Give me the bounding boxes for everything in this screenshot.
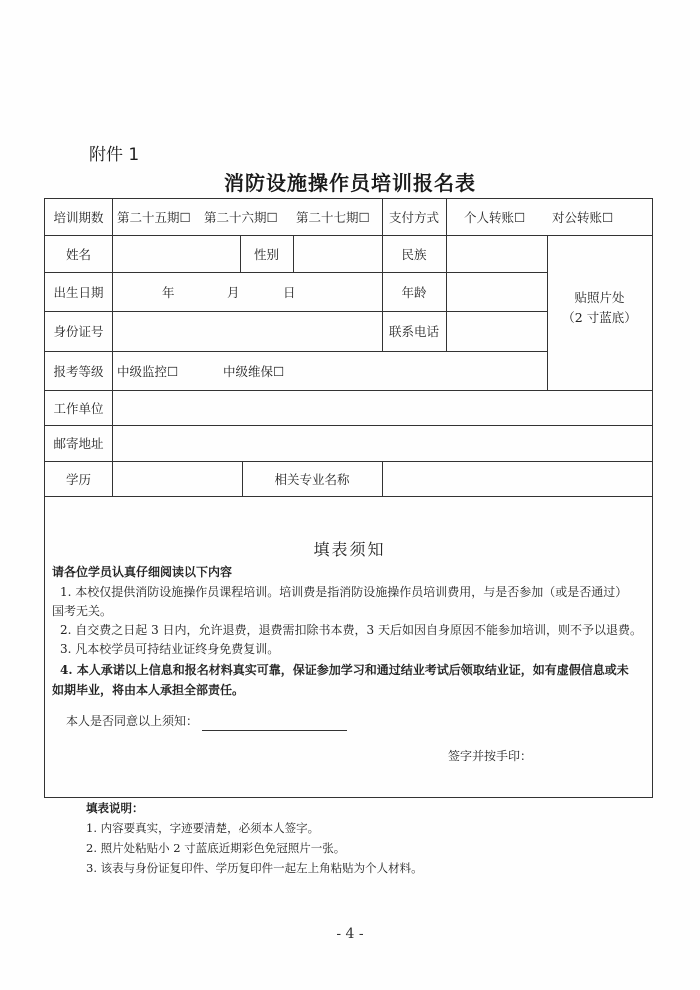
exam-level-label: 报考等级 bbox=[53, 363, 104, 379]
year-label: 年 bbox=[162, 284, 175, 300]
agreement-input-line[interactable] bbox=[202, 718, 347, 731]
signature-label: 签字并按手印： bbox=[448, 749, 533, 763]
agreement-label: 本人是否同意以上须知： bbox=[66, 714, 199, 728]
period-27-checkbox[interactable]: 第二十七期☐ bbox=[296, 210, 370, 225]
gender-label: 性别 bbox=[253, 246, 279, 262]
row-divider bbox=[45, 390, 652, 391]
phone-label: 联系电话 bbox=[388, 324, 439, 339]
row-divider bbox=[45, 496, 652, 497]
payment-corporate-checkbox[interactable]: 对公转账☐ bbox=[552, 210, 614, 225]
notice-item-1: 1. 本校仅提供消防设施操作员课程培训。培训费是指消防设施操作员培训费用，与是否参加（或是否通过） bbox=[60, 585, 628, 599]
birth-date-label: 出生日期 bbox=[53, 284, 104, 300]
instruction-item-2: 2. 照片处粘贴小 2 寸蓝底近期彩色免冠照片一张。 bbox=[86, 841, 346, 855]
notice-item-3: 3. 凡本校学员可持结业证终身免费复训。 bbox=[60, 642, 280, 656]
address-label: 邮寄地址 bbox=[53, 436, 104, 451]
column-divider bbox=[112, 199, 113, 390]
notice-title: 填表须知 bbox=[313, 540, 386, 559]
day-label: 日 bbox=[283, 284, 296, 300]
photo-size-note: （2 寸蓝底） bbox=[562, 310, 637, 325]
notice-item-4: 4. 本人承诺以上信息和报名材料真实可靠，保证参加学习和通过结业考试后领取结业证，如有虚假信息或未 bbox=[60, 663, 629, 677]
instruction-item-3: 3. 该表与身份证复印件、学历复印件一起左上角粘贴为个人材料。 bbox=[86, 861, 423, 875]
notice-intro: 请各位学员认真仔细阅读以下内容 bbox=[52, 565, 233, 579]
column-divider bbox=[382, 461, 383, 496]
employer-label: 工作单位 bbox=[53, 400, 104, 416]
period-25-checkbox[interactable]: 第二十五期☐ bbox=[117, 210, 191, 225]
name-field[interactable] bbox=[113, 235, 239, 272]
ethnicity-field[interactable] bbox=[447, 235, 546, 272]
row-divider bbox=[45, 425, 652, 426]
period-26-checkbox[interactable]: 第二十六期☐ bbox=[204, 210, 278, 225]
form-title: 消防设施操作员培训报名表 bbox=[224, 171, 476, 195]
ethnicity-label: 民族 bbox=[401, 246, 427, 262]
payment-personal-checkbox[interactable]: 个人转账☐ bbox=[464, 210, 526, 225]
registration-form bbox=[44, 198, 653, 798]
column-divider bbox=[446, 199, 447, 351]
page-number: - 4 - bbox=[336, 926, 364, 942]
level-maintain-checkbox[interactable]: 中级维保☐ bbox=[223, 363, 285, 379]
major-label: 相关专业名称 bbox=[274, 471, 350, 487]
row-divider bbox=[45, 311, 547, 312]
age-label: 年龄 bbox=[401, 284, 427, 300]
column-divider bbox=[112, 390, 113, 496]
gender-field[interactable] bbox=[294, 235, 381, 272]
notice-item-2: 2. 自交费之日起 3 日内，允许退费，退费需扣除书本费，3 天后如因自身原因不能参加培训，则不予以退费。 bbox=[60, 623, 642, 637]
attachment-label: 附件 1 bbox=[89, 145, 140, 165]
instruction-item-1: 1. 内容要真实，字迹要清楚，必须本人签字。 bbox=[86, 821, 320, 835]
row-divider bbox=[45, 272, 547, 273]
id-number-label: 身份证号 bbox=[53, 324, 104, 339]
education-label: 学历 bbox=[65, 471, 91, 487]
agreement-row bbox=[66, 712, 347, 731]
payment-label: 支付方式 bbox=[388, 210, 439, 225]
month-label: 月 bbox=[227, 284, 240, 300]
name-label: 姓名 bbox=[65, 246, 91, 262]
notice-item-1-cont: 国考无关。 bbox=[52, 604, 113, 618]
period-label: 培训期数 bbox=[53, 210, 104, 225]
photo-placeholder-label: 贴照片处 bbox=[574, 290, 625, 305]
notice-item-4-cont: 如期毕业，将由本人承担全部责任。 bbox=[52, 683, 245, 697]
level-monitor-checkbox[interactable]: 中级监控☐ bbox=[117, 363, 179, 379]
instructions-heading: 填表说明： bbox=[86, 801, 144, 815]
